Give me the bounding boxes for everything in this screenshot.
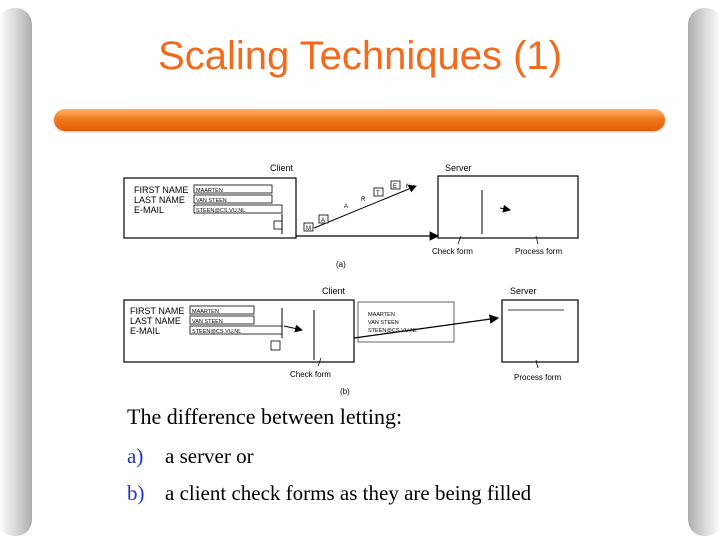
- list-item-b: [127, 481, 687, 506]
- b-field-email: E-MAIL: [130, 326, 161, 336]
- intro-line: The difference between letting:: [127, 404, 403, 429]
- a-field-first: FIRST NAME: [134, 185, 189, 195]
- title-underline-bar: [54, 109, 665, 131]
- b-message-first: MAARTEN: [368, 312, 395, 318]
- a-char-6: E: [393, 184, 398, 190]
- a-process-pointer: [536, 236, 538, 244]
- a-value-last: VAN STEEN: [196, 198, 227, 204]
- a-char-2: A: [321, 218, 326, 224]
- a-check-pointer: [458, 236, 461, 244]
- b-client-label: Client: [322, 286, 346, 296]
- a-char-7: N: [406, 184, 411, 190]
- b-message-last: VAN STEEN: [368, 320, 399, 326]
- body-text: [127, 404, 687, 518]
- item-b-marker: b): [127, 481, 145, 505]
- b-value-first: MAARTEN: [192, 309, 219, 315]
- item-b-text: a client check forms as they are being filled: [165, 481, 532, 505]
- a-submit-box: [274, 221, 282, 229]
- b-value-last: VAN STEEN: [192, 319, 223, 325]
- a-value-first: MAARTEN: [196, 188, 223, 194]
- right-decor-tab: [688, 8, 720, 536]
- a-caption: (a): [336, 260, 346, 269]
- b-client-inner-arrow: [284, 326, 302, 330]
- a-server-process-arrow: [500, 208, 510, 210]
- b-check-label: Check form: [290, 370, 331, 379]
- b-process-pointer: [536, 360, 538, 368]
- a-char-3: A: [344, 204, 349, 210]
- list-item-a: [127, 444, 687, 469]
- a-check-label: Check form: [432, 247, 473, 256]
- b-caption: (b): [340, 387, 350, 396]
- a-field-email: E-MAIL: [134, 205, 165, 215]
- client-server-figure: [118, 148, 580, 403]
- a-field-last: LAST NAME: [134, 195, 185, 205]
- a-process-label: Process form: [515, 247, 563, 256]
- b-process-label: Process form: [514, 373, 562, 382]
- left-decor-tab: [0, 8, 32, 536]
- a-char-4: R: [361, 197, 366, 203]
- b-message-email: STEEN@CS.VU.NL: [368, 328, 418, 334]
- slide-title: Scaling Techniques (1): [158, 34, 562, 78]
- a-client-label: Client: [270, 163, 294, 173]
- a-server-box: [438, 176, 578, 238]
- b-server-box: [502, 300, 578, 362]
- b-value-email: STEEN@CS.VU.NL: [192, 329, 242, 335]
- a-char-stream: [314, 186, 416, 228]
- b-submit-box: [271, 341, 280, 350]
- scaling-diagram: [118, 148, 580, 403]
- item-a-marker: a): [127, 444, 144, 468]
- a-server-label: Server: [445, 163, 472, 173]
- a-char-5: T: [376, 191, 380, 197]
- b-server-label: Server: [510, 286, 537, 296]
- b-field-last: LAST NAME: [130, 316, 181, 326]
- item-a-text: a server or: [165, 444, 254, 468]
- b-field-first: FIRST NAME: [130, 306, 185, 316]
- a-value-email: STEEN@CS.VU.NL: [196, 208, 246, 214]
- a-char-1: M: [306, 226, 311, 232]
